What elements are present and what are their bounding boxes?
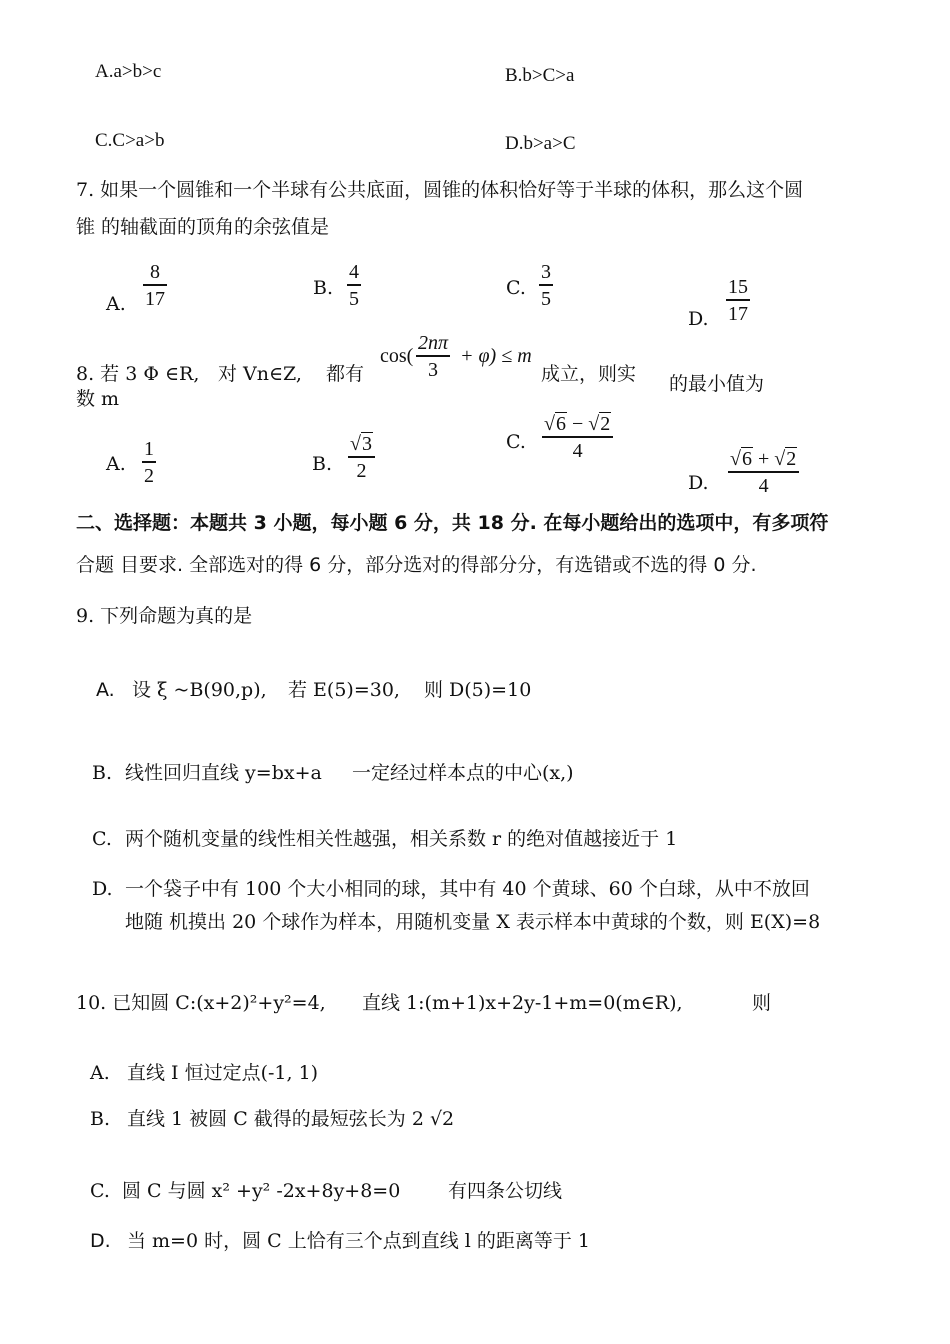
q9-option-b-text1: 线性回归直线 y=bx+a (125, 762, 322, 784)
q9-option-a-text3: 则 D(5)=10 (424, 679, 532, 701)
q10-stem-part3: 则 (752, 992, 772, 1014)
q9-option-c-label: C. (92, 828, 112, 850)
q7-stem-line1: 7. 如果一个圆锥和一个半球有公共底面，圆锥的体积恰好等于半球的体积，那么这个圆 (76, 179, 804, 201)
q10-option-c-text2: 有四条公切线 (448, 1180, 563, 1202)
q10-stem-part1: 10. 已知圆 C:(x+2)²+y²=4, (76, 992, 326, 1014)
sqrt-sign: √ (588, 413, 600, 435)
q6-option-b: B.b>C>a (505, 65, 575, 86)
q8-c-numerator (542, 414, 613, 436)
section2-heading-line2: 合题 目要求. 全部选对的得 6 分，部分选对的得部分分，有选错或不选的得 0 分. (76, 554, 757, 576)
q9-option-d-line2: 地随 机摸出 20 个球作为样本，用随机变量 X 表示样本中黄球的个数，则 E(X)=8 (125, 911, 821, 933)
q8-b-radicand: 3 (361, 433, 372, 455)
q9-option-c-text: 两个随机变量的线性相关性越强，相关系数 r 的绝对值越接近于 1 (125, 828, 678, 850)
q6-option-c: C.C>a>b (95, 130, 165, 151)
q8-cos-suffix: + φ) ≤ m (460, 345, 532, 367)
q7-a-denominator: 17 (145, 287, 165, 310)
q8-b-numerator (348, 434, 375, 456)
q8-option-b-label: B. (312, 453, 333, 475)
q7-b-denominator: 5 (349, 287, 359, 310)
q7-option-c-fraction (539, 262, 553, 309)
q8-stem-part3: 都有 (326, 363, 365, 385)
q9-option-a-text2: 若 E(5)=30, (288, 679, 400, 701)
q7-stem-line2: 锥 的轴截面的顶角的余弦值是 (76, 216, 330, 238)
q8-c-operator: − (566, 413, 589, 435)
q8-cos-numerator: 2nπ (418, 332, 449, 354)
q8-c-radicand-2: 2 (600, 413, 611, 435)
q8-stem-part4: 成立，则实 (541, 363, 637, 385)
q9-stem: 9. 下列命题为真的是 (76, 605, 253, 627)
q8-a-numerator: 1 (144, 438, 154, 460)
q9-option-a-label: A. (96, 679, 115, 701)
q10-stem-part2: 直线 1:(m+1)x+2y-1+m=0(m∈R), (362, 992, 683, 1014)
q7-b-numerator: 4 (349, 261, 359, 283)
q9-option-d-label: D. (92, 878, 113, 900)
q8-option-d-fraction (728, 449, 799, 496)
q9-option-a-text1: 设 ξ ~B(90,p), (132, 679, 267, 701)
q10-option-a-label: A. (90, 1062, 110, 1084)
q8-b-denominator: 2 (356, 459, 367, 482)
q8-d-numerator (728, 449, 799, 471)
q8-c-denominator: 4 (572, 439, 583, 462)
q7-option-d-fraction (726, 277, 750, 324)
q8-cos-denominator: 3 (428, 358, 439, 381)
q7-c-denominator: 5 (541, 287, 551, 310)
q8-d-denominator: 4 (758, 474, 769, 497)
sqrt-sign: √ (730, 448, 741, 470)
q10-option-c-label: C. (90, 1180, 110, 1202)
q8-d-operator: + (752, 448, 775, 470)
sqrt-sign: √ (350, 433, 361, 455)
q6-option-a: A.a>b>c (95, 61, 162, 82)
q8-option-c-label: C. (506, 431, 526, 453)
q7-a-numerator: 8 (150, 261, 160, 283)
q7-option-b-fraction (347, 262, 361, 309)
q8-option-c-fraction (542, 414, 613, 461)
q7-option-b-label: B. (313, 277, 334, 299)
q8-d-radicand-1: 6 (741, 448, 752, 470)
sqrt-sign: √ (774, 448, 786, 470)
q7-d-numerator: 15 (728, 276, 748, 298)
q10-option-c-text1: 圆 C 与圆 x² +y² -2x+8y+8=0 (122, 1180, 401, 1202)
q7-option-a-label: A. (106, 293, 126, 315)
q10-option-d-label: D. (90, 1230, 111, 1252)
section2-heading-line1: 二、选择题：本题共 3 小题，每小题 6 分，共 18 分. 在每小题给出的选项中，有多项符 (76, 512, 829, 534)
q8-option-d-label: D. (688, 472, 709, 494)
q10-option-b-text: 直线 1 被圆 C 截得的最短弦长为 2 √2 (127, 1108, 455, 1130)
q8-stem-part5: 的最小值为 (669, 373, 765, 395)
sqrt-sign: √ (544, 413, 555, 435)
q8-cos-fraction (416, 333, 450, 380)
q8-stem-part2: 对 Vn∈Z, (218, 363, 302, 385)
q7-option-c-label: C. (506, 277, 526, 299)
q7-option-a-fraction (143, 262, 167, 309)
q9-option-b-label: B. (92, 762, 113, 784)
q8-option-b-fraction (348, 434, 375, 481)
q9-option-b-text2: 一定经过样本点的中心(x,) (352, 762, 574, 784)
q8-option-a-fraction (142, 439, 156, 486)
q8-cos-prefix: cos( (380, 345, 414, 367)
q8-d-radicand-2: 2 (786, 448, 797, 470)
q6-option-d: D.b>a>C (505, 133, 576, 154)
q8-stem-part1: 8. 若 3 Φ ∈R, (76, 363, 200, 385)
q8-a-denominator: 2 (144, 464, 154, 487)
q7-d-denominator: 17 (728, 302, 748, 325)
q7-option-d-label: D. (688, 308, 709, 330)
q9-option-d-line1: 一个袋子中有 100 个大小相同的球，其中有 40 个黄球、60 个白球，从中不放回 (125, 878, 810, 900)
q8-stem-line2: 数 m (76, 388, 120, 410)
q10-option-a-text: 直线 I 恒过定点(-1, 1) (127, 1062, 319, 1084)
q7-c-numerator: 3 (541, 261, 551, 283)
q10-option-b-label: B. (90, 1108, 111, 1130)
q8-option-a-label: A. (106, 453, 126, 475)
q10-option-d-text: 当 m=0 时，圆 C 上恰有三个点到直线 l 的距离等于 1 (127, 1230, 591, 1252)
q8-c-radicand-1: 6 (555, 413, 566, 435)
